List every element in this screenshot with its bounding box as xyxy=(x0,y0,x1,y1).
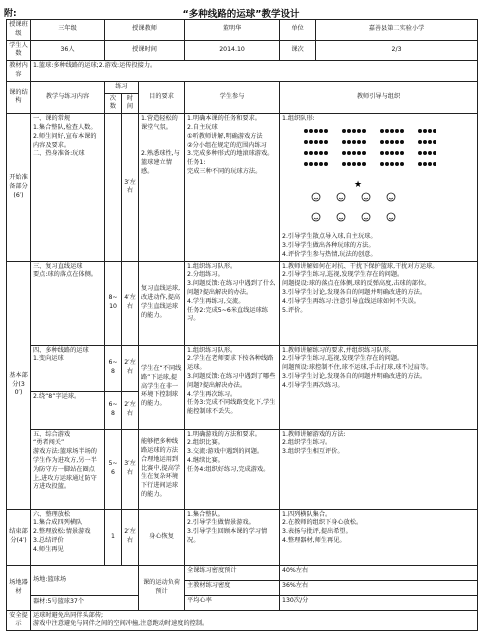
content-value: 1.篮球:多种线路的运球;2.游戏:运传投接力。 xyxy=(31,61,478,82)
formation-rows xyxy=(304,129,436,166)
student-dot-icon xyxy=(395,140,399,144)
student-dot-icon xyxy=(418,129,422,133)
student-dot-icon xyxy=(428,162,432,166)
face-smile xyxy=(314,198,318,199)
student-dot-icon xyxy=(428,129,432,133)
load-label: 课的运动负荷预计 xyxy=(139,565,185,610)
face-smile xyxy=(364,218,368,219)
student-dot-icon xyxy=(423,151,427,155)
load-name-3: 平均心率 xyxy=(185,595,280,610)
basic-duration-3: 2′左右 xyxy=(122,391,139,429)
basic-content-4: 五、综合游戏 “勇者闯关” 游戏方法:篮球场半场的学生作为进攻方,另一半为防守方一脚站在圈点上,进攻方运球通过防守方进攻投篮。 xyxy=(31,429,105,509)
student-face-icon xyxy=(387,193,395,201)
student-dot-icon xyxy=(319,151,323,155)
basic-times-1: 8~10 xyxy=(105,261,122,345)
student-dot-icon xyxy=(309,129,313,133)
student-dot-icon xyxy=(395,162,399,166)
attachment-label: 附: xyxy=(4,9,17,19)
student-dot-icon xyxy=(385,162,389,166)
start-method: 1.组织队形: ★ 2.引导学生散点导入球,自主玩球。 3.引导学生做出各种玩球的方法。 4.评价学生参与热情,玩法的创意。 xyxy=(280,114,478,261)
student-face-icon xyxy=(312,213,320,221)
student-dot-icon xyxy=(314,151,318,155)
student-dot-icon xyxy=(390,151,394,155)
student-dot-icon xyxy=(380,162,384,166)
student-dot-icon xyxy=(352,151,356,155)
basic-section-label: 基本部分(30′) xyxy=(7,261,31,509)
student-dot-icon xyxy=(347,140,351,144)
student-dot-icon xyxy=(418,140,422,144)
face-smile xyxy=(339,198,343,199)
basic-duration-4: 3′左右 xyxy=(122,429,139,509)
col-goal: 目的要求 xyxy=(139,81,185,113)
basic-student-1: 1.组织练习队形。 2.分组练习。 3.问题反馈:在练习中遇到了什么问题?提出解决的办法。 4.学生再练习,交流。 任务2:完成5~6米直线运球练习。 xyxy=(185,261,280,345)
student-dot-icon xyxy=(395,151,399,155)
end-goal: 身心恢复 xyxy=(139,509,185,565)
student-dot-icon xyxy=(433,140,436,144)
student-dot-icon xyxy=(324,140,328,144)
student-dot-icon xyxy=(314,140,318,144)
time-label: 授课时间 xyxy=(105,40,185,61)
student-dot-icon xyxy=(347,151,351,155)
student-dot-icon xyxy=(314,162,318,166)
student-dot-icon xyxy=(352,129,356,133)
student-dot-icon xyxy=(380,151,384,155)
student-dot-icon xyxy=(380,140,384,144)
student-faces xyxy=(312,193,395,221)
load-value-2: 36%左右 xyxy=(280,580,478,595)
class-label: 授课班级 xyxy=(7,20,31,41)
col-practice: 练习 xyxy=(105,81,139,93)
basic-times-4: 5~6 xyxy=(105,429,122,509)
student-dot-icon xyxy=(324,129,328,133)
student-face-icon xyxy=(362,213,370,221)
basic-student-4: 1.明确游戏的方法和要求。 2.组织比赛。 3.交流:游戏中遇到的问题。 4.继续比赛。 任务4:组织好练习,完成游戏。 xyxy=(185,429,280,509)
time-value: 2014.10 xyxy=(185,40,280,61)
basic-goal-2: 学生在“不同线路”下运球,提高学生在非一环境下控制球的能力。 xyxy=(139,345,185,429)
student-dot-icon xyxy=(395,129,399,133)
basic-content-1: 三、复习直线运球 要点:球的落点在体侧。 xyxy=(31,261,105,345)
basic-times-2: 6~8 xyxy=(105,345,122,391)
col-duration: 时间 xyxy=(122,93,139,114)
page-title: “多种线路的运球”教学设计 xyxy=(182,9,300,20)
student-dot-icon xyxy=(400,129,404,133)
lesson-value: 2/3 xyxy=(316,40,478,61)
student-dot-icon xyxy=(357,129,361,133)
student-dot-icon xyxy=(433,162,436,166)
end-method: 1.四列横队集合。 2.在教师的组织下身心放松。 3.表扬与批评,提出希望。 4.整理器材,师生再见。 xyxy=(280,509,478,565)
venue-label: 场地器材 xyxy=(7,565,31,610)
student-dot-icon xyxy=(385,140,389,144)
col-student: 学生参与 xyxy=(185,81,280,113)
load-value-3: 130次/分 xyxy=(280,595,478,610)
student-dot-icon xyxy=(342,151,346,155)
student-dot-icon xyxy=(433,129,436,133)
student-dot-icon xyxy=(319,162,323,166)
student-dot-icon xyxy=(309,162,313,166)
student-dot-icon xyxy=(314,129,318,133)
student-dot-icon xyxy=(428,151,432,155)
face-smile xyxy=(364,198,368,199)
load-value-1: 40%左右 xyxy=(280,565,478,580)
basic-duration-1: 4′左右 xyxy=(122,261,139,345)
start-goal: 1.营造轻松的课堂气氛。 2.熟悉球性,与篮球建立情感。 xyxy=(139,114,185,261)
student-dot-icon xyxy=(319,129,323,133)
student-dot-icon xyxy=(390,162,394,166)
student-dot-icon xyxy=(362,162,366,166)
teacher-value: 董明华 xyxy=(185,20,280,41)
student-dot-icon xyxy=(423,162,427,166)
col-times: 次数 xyxy=(105,93,122,114)
student-face-icon xyxy=(312,193,320,201)
end-times: 1 xyxy=(105,509,122,565)
basic-goal-4: 能够把多种线路运球的方法合理地运用到比赛中,提高学生在复杂环境下行进间运球的能力。 xyxy=(139,429,185,509)
school-label: 单位 xyxy=(280,20,316,41)
student-dot-icon xyxy=(418,151,422,155)
student-dot-icon xyxy=(418,162,422,166)
start-duration: 3′左右 xyxy=(122,114,139,261)
venue-site: 场地:篮球场 xyxy=(31,565,139,595)
count-label: 学生人数 xyxy=(7,40,31,61)
end-section-label: 结束部分(4′) xyxy=(7,509,31,565)
basic-method-2: 1.教师讲解练习的要求,并组织练习队形。 2.引导学生练习,巡视,发现学生存在的问题。 问题预设:球控制不住,球不运球,手击打球,球不过肩等。 3.引导学生讨论,发现各自的问题并明确改进的方法。 4.引导学生再次练习。 xyxy=(280,345,478,429)
student-dot-icon xyxy=(352,140,356,144)
student-dot-icon xyxy=(304,140,308,144)
student-dot-icon xyxy=(423,140,427,144)
basic-student-2: 1.组织练习队形。 2.学生在老师要求下按各种线路运球。 3.问题反馈:在练习中遇到了哪些问题?提出解决办法。 4.学生再次练习。 任务3:完成不同线路变化下,学生能控制球不丢失。 xyxy=(185,345,280,429)
face-smile xyxy=(389,198,393,199)
student-dot-icon xyxy=(423,129,427,133)
student-dot-icon xyxy=(324,162,328,166)
start-times xyxy=(105,114,122,261)
student-face-icon xyxy=(362,193,370,201)
student-dot-icon xyxy=(304,129,308,133)
basic-goal-1: 复习直线运球,改进动作,提高学生直线运球的能力。 xyxy=(139,261,185,345)
safety-label: 安全提示 xyxy=(7,610,31,631)
student-dot-icon xyxy=(362,151,366,155)
student-dot-icon xyxy=(357,140,361,144)
student-dot-icon xyxy=(400,140,404,144)
col-structure: 课的结构 xyxy=(7,81,31,113)
student-dot-icon xyxy=(347,162,351,166)
student-dot-icon xyxy=(304,151,308,155)
teacher-star-icon: ★ xyxy=(353,180,363,191)
student-dot-icon xyxy=(362,129,366,133)
student-dot-icon xyxy=(304,162,308,166)
load-name-2: 主教材练习密度 xyxy=(185,580,280,595)
student-dot-icon xyxy=(342,162,346,166)
col-method: 教师引导与组织 xyxy=(280,81,478,113)
basic-duration-2: 2′左右 xyxy=(122,345,139,391)
end-content: 六、整理放松 1.集合成四列横队 2.整理放松:情景游戏 3.总结评价 4.师生再见 xyxy=(31,509,105,565)
basic-method-4: 1.教师讲解游戏的方法: 2.组织学生练习。 3.组织学生相互评价。 xyxy=(280,429,478,509)
lesson-plan-table xyxy=(6,19,478,631)
student-dot-icon xyxy=(347,129,351,133)
start-section-label: 开始准备部分(6′) xyxy=(7,114,31,261)
student-dot-icon xyxy=(400,151,404,155)
student-dot-icon xyxy=(342,129,346,133)
basic-content-2: 四、多种线路的运球 1.变向运球 xyxy=(31,345,105,391)
student-dot-icon xyxy=(352,162,356,166)
end-student: 1.集合整队。 2.引导学生做情景游戏。 3.引导学生回顾本课的学习情况。 xyxy=(185,509,280,565)
student-dot-icon xyxy=(309,140,313,144)
student-dot-icon xyxy=(362,140,366,144)
content-label: 教材内容 xyxy=(7,61,31,82)
lesson-label: 课次 xyxy=(280,40,316,61)
load-name-1: 全课练习密度预计 xyxy=(185,565,280,580)
formation-diagram: 1.组织队形: ★ xyxy=(282,115,475,233)
class-value: 三年级 xyxy=(31,20,105,41)
student-dot-icon xyxy=(324,151,328,155)
student-dot-icon xyxy=(385,151,389,155)
face-smile xyxy=(389,218,393,219)
school-value: 嘉善县第二实验小学 xyxy=(316,20,478,41)
safety-text: 运球时避免出同伴头部传; 游戏中注意避免与同伴之间的空间冲撞,注意跑动时速度的控制。 xyxy=(31,610,478,631)
count-value: 36人 xyxy=(31,40,105,61)
teacher-label: 授课教师 xyxy=(105,20,185,41)
student-dot-icon xyxy=(433,151,436,155)
start-content: 一、课的常规 1.集合整队,检查人数。 2.师生问好,宣布本课的内容及要求。 二、热身准备:玩球 xyxy=(31,114,105,261)
student-dot-icon xyxy=(428,140,432,144)
start-student: 1.明确本课的任务和要求。 2.自主玩球 ①听教师讲解,明确游戏方法 ②分小组在规定的范围内练习 3.完成多种形式的地滚球游戏。 任务1: 完成三种不同的玩球方法。 xyxy=(185,114,280,261)
student-dot-icon xyxy=(385,129,389,133)
student-dot-icon xyxy=(390,140,394,144)
student-face-icon xyxy=(337,193,345,201)
basic-method-1: 1.教师讲解如何在对抗、干扰下保护篮球,干扰对方运球。 2.引导学生练习,巡视,发现学生存在的问题。 问题提设:球的落点在体侧,球的反弹高度,击球的部位。 3.引导学生讨论,发现各自的问题并明确改进的方法。 4.引导学生再练习:注意引导直线运球如何不失误。 5.评价。 xyxy=(280,261,478,345)
basic-content-3: 2.绕“8”字运球。 xyxy=(31,391,105,429)
student-dot-icon xyxy=(319,140,323,144)
student-dot-icon xyxy=(357,151,361,155)
student-dot-icon xyxy=(380,129,384,133)
end-duration: 2′左右 xyxy=(122,509,139,565)
student-face-icon xyxy=(337,213,345,221)
student-dot-icon xyxy=(309,151,313,155)
student-dot-icon xyxy=(390,129,394,133)
student-dot-icon xyxy=(400,162,404,166)
student-face-icon xyxy=(387,213,395,221)
basic-times-3: 6~8 xyxy=(105,391,122,429)
face-smile xyxy=(339,218,343,219)
student-dot-icon xyxy=(357,162,361,166)
col-content: 教学与练习内容 xyxy=(31,81,105,113)
face-smile xyxy=(314,218,318,219)
student-dot-icon xyxy=(342,140,346,144)
venue-equip: 器材:5号篮球37个 xyxy=(31,595,139,610)
